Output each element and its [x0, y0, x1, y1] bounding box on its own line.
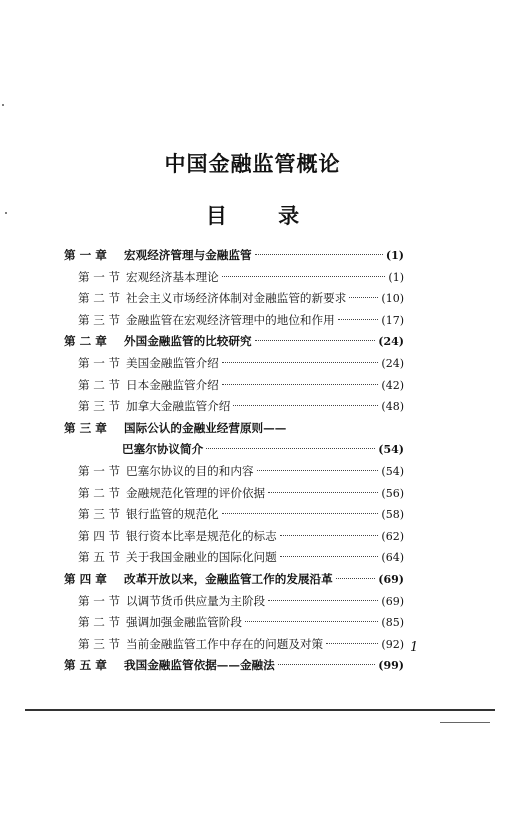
- toc-entry-number: 第 二 节: [78, 485, 121, 500]
- toc-entry-title: 宏观经济管理与金融监管: [124, 248, 252, 262]
- dot-leader: [336, 578, 376, 579]
- toc-entry-number: 第 五 章: [64, 658, 107, 673]
- bottom-rule: [25, 709, 495, 711]
- toc-chapter-entry: [64, 655, 404, 677]
- toc-entry-title: 当前金融监管工作中存在的问题及对策: [126, 636, 324, 651]
- toc-entry-title: 日本金融监管介绍: [126, 377, 219, 392]
- toc-entry-title: 改革开放以来，金融监管工作的发展沿革: [124, 571, 333, 586]
- dot-leader: [257, 470, 379, 471]
- toc-chapter-entry: [64, 569, 404, 591]
- toc-entry-page: (48): [381, 400, 404, 414]
- dot-leader: [280, 535, 379, 536]
- toc-entry-page: (85): [381, 616, 404, 630]
- toc-entry-title: 强调加强金融监管阶段: [126, 615, 242, 630]
- toc-entry-title: 国际公认的金融业经营原则——: [124, 420, 287, 435]
- toc-entry-title: 美国金融监管介绍: [126, 355, 219, 370]
- toc-entry-title: 以调节货币供应量为主阶段: [126, 593, 266, 608]
- toc-entry-title: 社会主义市场经济体制对金融监管的新要求: [126, 291, 347, 306]
- toc-entry-number: 第 二 节: [78, 615, 121, 630]
- toc-entry-number: 第 三 章: [64, 420, 107, 435]
- dot-leader: [245, 621, 378, 622]
- toc-entry-number: 第 二 节: [78, 291, 121, 306]
- toc-entry-number: 第 四 章: [64, 571, 107, 586]
- dot-leader: [222, 513, 379, 514]
- toc-entry-title: 金融规范化管理的评价依据: [126, 485, 266, 500]
- toc-section-entry: [64, 267, 404, 289]
- toc-entry-number: 第 三 节: [78, 312, 121, 327]
- toc-entry-number: 第 四 节: [78, 528, 121, 543]
- toc-entry-number: 第 三 节: [78, 399, 121, 414]
- dot-leader: [268, 600, 378, 601]
- toc-entry-page: (62): [381, 529, 404, 543]
- toc-chapter-entry: [64, 439, 404, 461]
- toc-entry-title: 巴塞尔协议的目的和内容: [126, 463, 254, 478]
- toc-entry-title: 宏观经济基本理论: [126, 269, 219, 284]
- toc-entry-page: (56): [381, 486, 404, 500]
- toc-entry-title: 银行资本比率是规范化的标志: [126, 528, 277, 543]
- dot-leader: [268, 492, 378, 493]
- toc-entry-page: (64): [381, 551, 404, 565]
- toc-section-entry: [64, 526, 404, 548]
- book-title: 中国金融监管概论: [164, 152, 341, 176]
- toc-chapter-entry: [64, 245, 404, 267]
- toc-entry-page: (24): [381, 356, 404, 370]
- dot-leader: [338, 319, 379, 320]
- dot-leader: [278, 664, 376, 665]
- toc-heading: 目 录: [205, 204, 322, 228]
- toc-entry-page: (99): [378, 659, 404, 673]
- dot-leader: [222, 384, 379, 385]
- toc-chapter-entry: [64, 331, 404, 353]
- dot-leader: [206, 448, 375, 449]
- toc-entry-number: 第 二 章: [64, 334, 107, 349]
- toc-entry-title: 我国金融监管依据——金融法: [124, 658, 275, 673]
- bottom-rule-short: [440, 722, 490, 723]
- toc-section-entry: [64, 396, 404, 418]
- toc-entry-page: (1): [385, 249, 404, 262]
- toc-section-entry: [64, 483, 404, 505]
- toc-entry-number: 第 一 章: [64, 248, 107, 262]
- toc-section-entry: [64, 504, 404, 526]
- table-of-contents: [64, 245, 404, 677]
- toc-entry-page: (69): [381, 594, 404, 608]
- toc-section-entry: [64, 288, 404, 310]
- toc-entry-title: 巴塞尔协议简介: [122, 442, 204, 457]
- toc-entry-number: 第 三 节: [78, 636, 121, 651]
- toc-section-entry: [64, 461, 404, 483]
- toc-entry-title: 外国金融监管的比较研究: [124, 334, 252, 349]
- toc-section-entry: [64, 310, 404, 332]
- toc-entry-number: 第 一 节: [78, 355, 121, 370]
- toc-section-entry: [64, 353, 404, 375]
- toc-entry-page: (17): [381, 313, 404, 327]
- toc-entry-page: (1): [388, 270, 404, 284]
- toc-entry-page: (10): [381, 292, 404, 306]
- toc-entry-page: (92): [381, 637, 404, 651]
- toc-chapter-entry: [64, 418, 404, 440]
- scan-speck: [2, 104, 4, 106]
- toc-section-entry: [64, 612, 404, 634]
- toc-entry-page: (54): [378, 443, 404, 457]
- toc-entry-page: (42): [381, 378, 404, 392]
- toc-entry-title: 关于我国金融业的国际化问题: [126, 550, 277, 565]
- scan-speck: [5, 212, 7, 214]
- toc-entry-page: (58): [381, 508, 404, 522]
- dot-leader: [255, 340, 376, 341]
- toc-entry-number: 第 一 节: [78, 593, 121, 608]
- toc-entry-page: (54): [381, 464, 404, 478]
- page-number: 1: [410, 640, 419, 655]
- toc-entry-title: 银行监管的规范化: [126, 507, 219, 522]
- toc-entry-number: 第 一 节: [78, 463, 121, 478]
- toc-section-entry: [64, 547, 404, 569]
- toc-entry-number: 第 五 节: [78, 550, 121, 565]
- dot-leader: [326, 643, 378, 644]
- toc-section-entry: [64, 634, 404, 656]
- toc-entry-number: 第 三 节: [78, 507, 121, 522]
- toc-section-entry: [64, 591, 404, 613]
- toc-entry-number: 第 二 节: [78, 377, 121, 392]
- dot-leader: [255, 254, 383, 255]
- toc-entry-title: 金融监管在宏观经济管理中的地位和作用: [126, 312, 335, 327]
- dot-leader: [349, 297, 378, 298]
- toc-entry-number: 第 一 节: [78, 269, 121, 284]
- dot-leader: [280, 556, 379, 557]
- dot-leader: [222, 362, 379, 363]
- dot-leader: [233, 405, 378, 406]
- toc-entry-page: (69): [378, 572, 404, 586]
- toc-entry-title: 加拿大金融监管介绍: [126, 399, 231, 414]
- toc-entry-page: (24): [378, 335, 404, 349]
- toc-section-entry: [64, 375, 404, 397]
- dot-leader: [222, 276, 386, 277]
